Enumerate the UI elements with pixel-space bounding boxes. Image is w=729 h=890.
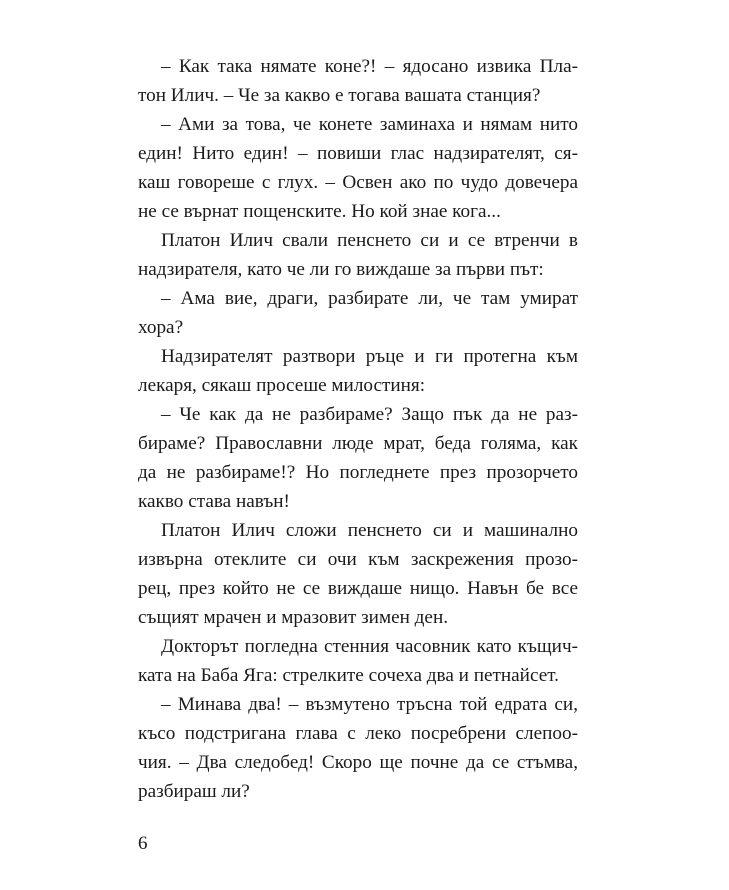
text-line: рец, през който не се виждаше нищо. Навън бе все [138,578,578,599]
text-line: Платон Илич сложи пенснето си и машинално [161,520,578,541]
text-line: тон Илич. – Че за какво е тогава вашата станция? [138,85,541,106]
page-body [138,52,578,806]
page-number: 6 [138,833,148,854]
text-line: извърна отеклите си очи към заскрежения прозо- [138,549,578,570]
text-line: каш говореше с глух. – Освен ако по чудо довечера [138,172,578,193]
text-line: – Как така нямате коне?! – ядосано извика Пла- [161,56,578,77]
text-line: Докторът погледна стенния часовник като къщич- [161,636,578,657]
text-line: разбираш ли? [138,781,250,802]
text-line: бираме? Православни люде мрат, беда голяма, как [138,433,578,454]
text-line: хора? [138,317,184,338]
text-line: чия. – Два следобед! Скоро ще почне да се стъмва, [138,752,578,773]
text-line: – Минава два! – възмутено тръсна той едрата си, [161,694,578,715]
text-line: надзирателя, като че ли го виждаше за първи път: [138,259,544,280]
text-line: не се върнат пощенските. Но кой знае кога... [138,201,501,222]
text-line: лекаря, сякаш просеше милостиня: [138,375,426,396]
text-line: Надзирателят разтвори ръце и ги протегна към [161,346,578,367]
text-line: ката на Баба Яга: стрелките сочеха два и петнайсет. [138,665,559,686]
text-line: какво става навън! [138,491,290,512]
text-line: късо подстригана глава с леко посребрени слепоо- [138,723,578,744]
text-line: един! Нито един! – повиши глас надзирателят, ся- [138,143,578,164]
text-line: да не разбираме!? Но погледнете през прозорчето [138,462,578,483]
text-line: Платон Илич свали пенснето си и се втренчи в [161,230,578,251]
text-line: същият мрачен и мразовит зимен ден. [138,607,449,628]
text-line: – Ами за това, че конете заминаха и нямам нито [161,114,578,135]
text-line: – Ама вие, драги, разбирате ли, че там умират [161,288,578,309]
text-line: – Че как да не разбираме? Защо пък да не раз- [161,404,578,425]
